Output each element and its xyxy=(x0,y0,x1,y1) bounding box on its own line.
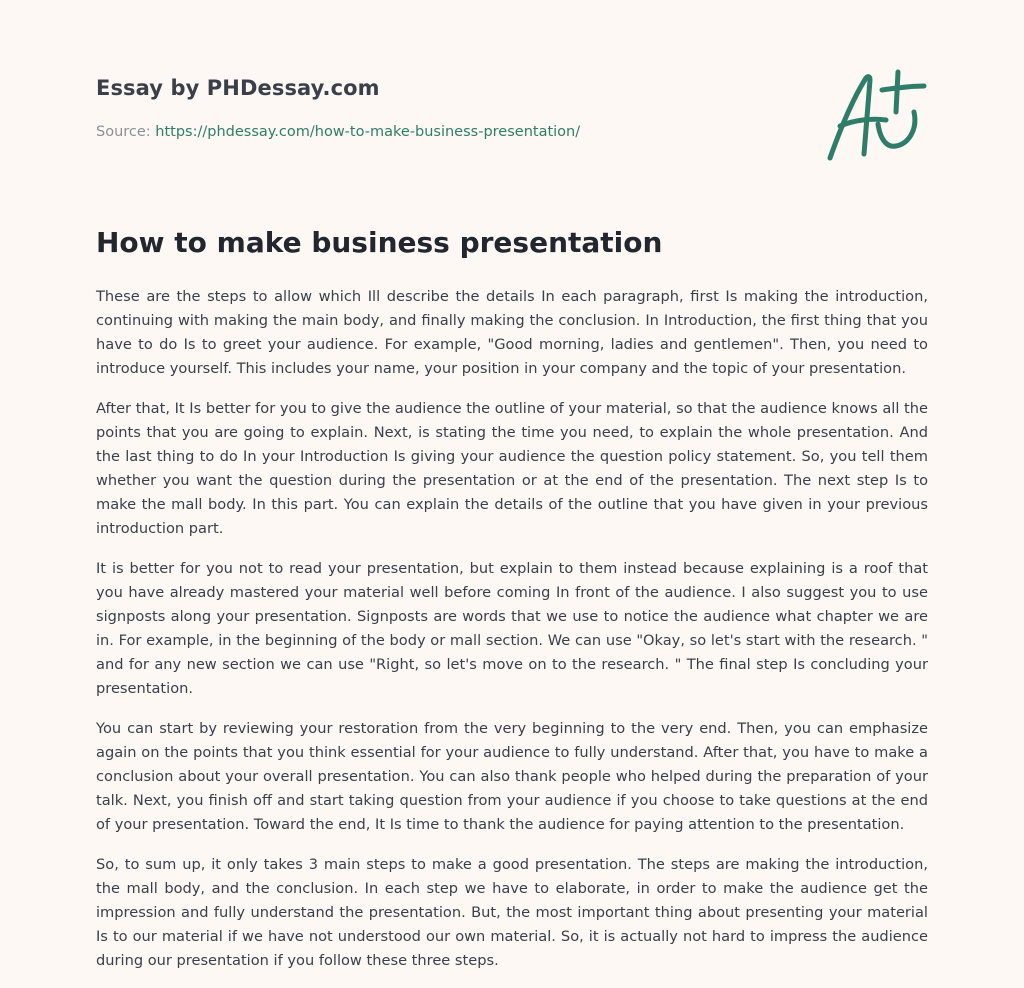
a-plus-grade-icon xyxy=(826,68,928,164)
essay-title: How to make business presentation xyxy=(96,226,663,259)
essay-paragraph: You can start by reviewing your restoration from the very beginning to the very end. Then, you can emphasize again on the points that you think essential for your audience to fully understand. After that, you have to make a conclusion about your overall presentation. You can also thank people who helped during the preparation of your talk. Next, you finish off and start taking question from your audience if you choose to take questions at the end of your presentation. Toward the end, It Is time to thank the audience for paying attention to the presentation. xyxy=(96,720,928,833)
source-line xyxy=(96,124,580,140)
site-title: Essay by PHDessay.com xyxy=(96,76,380,100)
essay-paragraph: So, to sum up, it only takes 3 main steps to make a good presentation. The steps are making the introduction, the mall body, and the conclusion. In each step we have to elaborate, in order to make the audience get the impression and fully understand the presentation. But, the most important thing about presenting your material Is to our material if we have not understood our own material. So, it is actually not hard to impress the audience during our presentation if you follow these three steps. xyxy=(96,856,928,969)
source-link[interactable]: https://phdessay.com/how-to-make-business-presentation/ xyxy=(155,124,581,140)
essay-paragraph: It is better for you not to read your presentation, but explain to them instead because explaining is a roof that you have already mastered your material well before coming In front of the audience. I also suggest you to use signposts along your presentation. Signposts are words that we use to notice the audience what chapter we are in. For example, in the beginning of the body or mall section. We can use "Okay, so let's start with the research. " and for any new section we can use "Right, so let's move on to the research. " The final step Is concluding your presentation. xyxy=(96,560,928,697)
source-label: Source: xyxy=(96,124,156,140)
essay-paragraph: After that, It Is better for you to give the audience the outline of your material, so that the audience knows all the points that you are going to explain. Next, is stating the time you need, to explain the whole presentation. And the last thing to do In your Introduction Is giving your audience the question policy statement. So, you tell them whether you want the question during the presentation or at the end of the presentation. The next step Is to make the mall body. In this part. You can explain the details of the outline that you have given in your previous introduction part. xyxy=(96,400,928,537)
essay-paragraph: These are the steps to allow which Ill describe the details In each paragraph, first Is making the introduction, continuing with making the main body, and finally making the conclusion. In Introduction, the first thing that you have to do Is to greet your audience. For example, "Good morning, ladies and gentlemen". Then, you need to introduce yourself. This includes your name, your position in your company and the topic of your presentation. xyxy=(96,288,928,377)
essay-body xyxy=(96,285,928,988)
